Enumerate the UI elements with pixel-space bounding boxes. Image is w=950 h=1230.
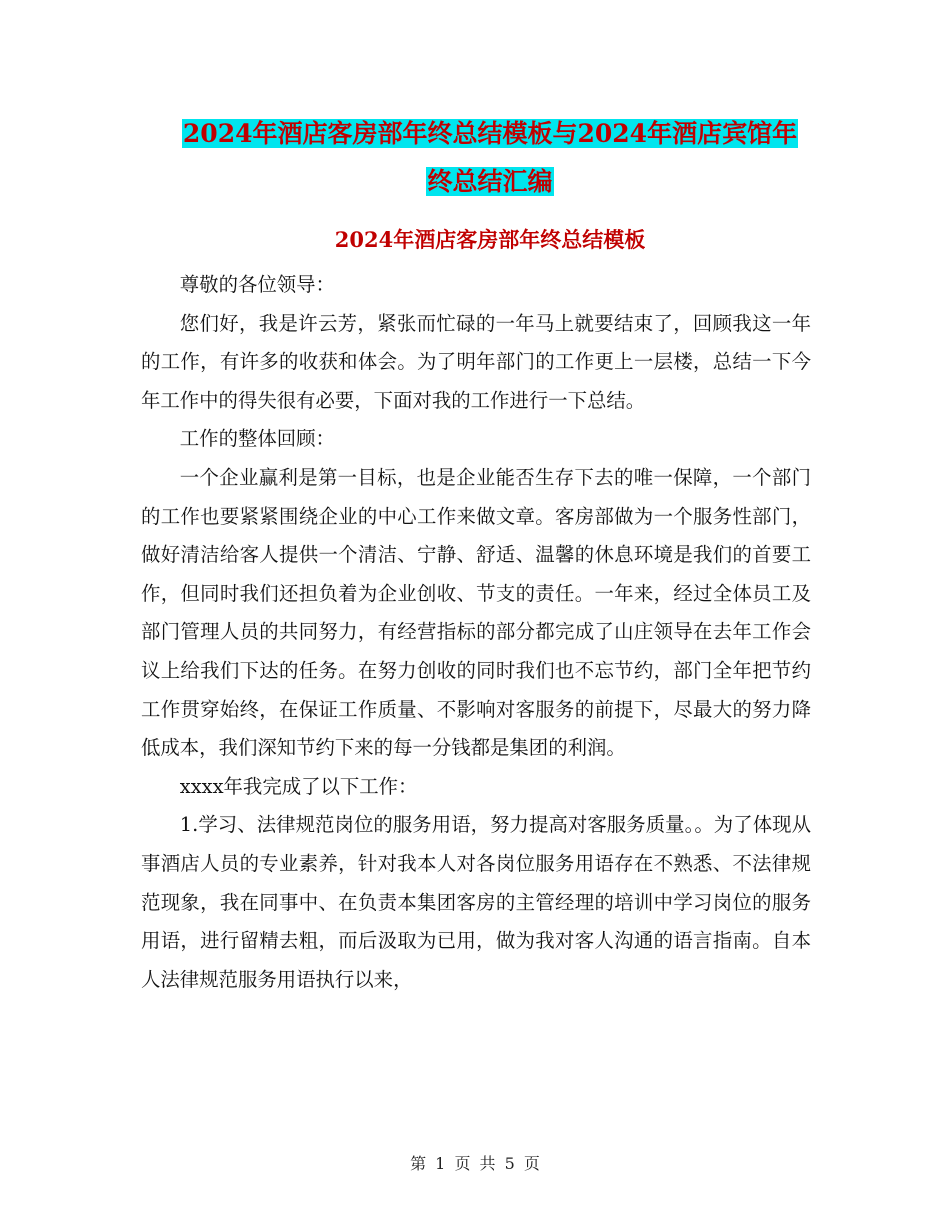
page-footer: 第 1 页 共 5 页 <box>410 1154 540 1173</box>
paragraph-salutation: 尊敬的各位领导： <box>179 273 335 296</box>
main-title-line-1: 2024年酒店客房部年终总结模板与2024年酒店宾馆年 <box>182 119 798 148</box>
paragraph-review: 一个企业赢利是第一目标，也是企业能否生存下去的唯一保障，一个部门的工作也要紧紧围绕企业的中心工作来做文章。客房部做为一个服务性部门，做好清洁给客人提供一个清洁、宁静、舒适、温馨的休息环境是我们的首要工作，但同时我们还担负着为企业创收、节支的责任。一年来，经过全体员工及部门管理人员的共同努力，有经营指标的部分都完成了山庄领导在去年工作会议上给我们下达的任务。在努力创收的同时我们也不忘节约，部门全年把节约工作贯穿始终，在保证工作质量、不影响对客服务的前提下，尽最大的努力降低成本，我们深知节约下来的每一分钱都是集团的利润。 <box>141 465 811 760</box>
paragraph-review-heading: 工作的整体回顾： <box>179 427 335 451</box>
paragraph-item-1: 1.学习、法律规范岗位的服务用语，努力提高对客服务质量。。为了体现从事酒店人员的专业素养，针对我本人对各岗位服务用语存在不熟悉、不法律规范现象，我在同事中、在负责本集团客房的主管经理的培训中学习岗位的服务用语，进行留精去粗，而后汲取为已用，做为我对客人沟通的语言指南。自本人法律规范服务用语执行以来， <box>141 813 811 991</box>
main-title-line-2: 终总结汇编 <box>427 167 553 196</box>
document-main-title <box>140 110 840 206</box>
paragraph-intro: 您们好，我是许云芳，紧张而忙碌的一年马上就要结束了，回顾我这一年的工作，有许多的收获和体会。为了明年部门的工作更上一层楼，总结一下今年工作中的得失很有必要，下面对我的工作进行一下总结。 <box>141 311 811 412</box>
section-title: 2024年酒店客房部年终总结模板 <box>334 227 646 252</box>
paragraph-work-heading: xxxx年我完成了以下工作： <box>179 774 418 798</box>
document-body <box>141 266 811 999</box>
